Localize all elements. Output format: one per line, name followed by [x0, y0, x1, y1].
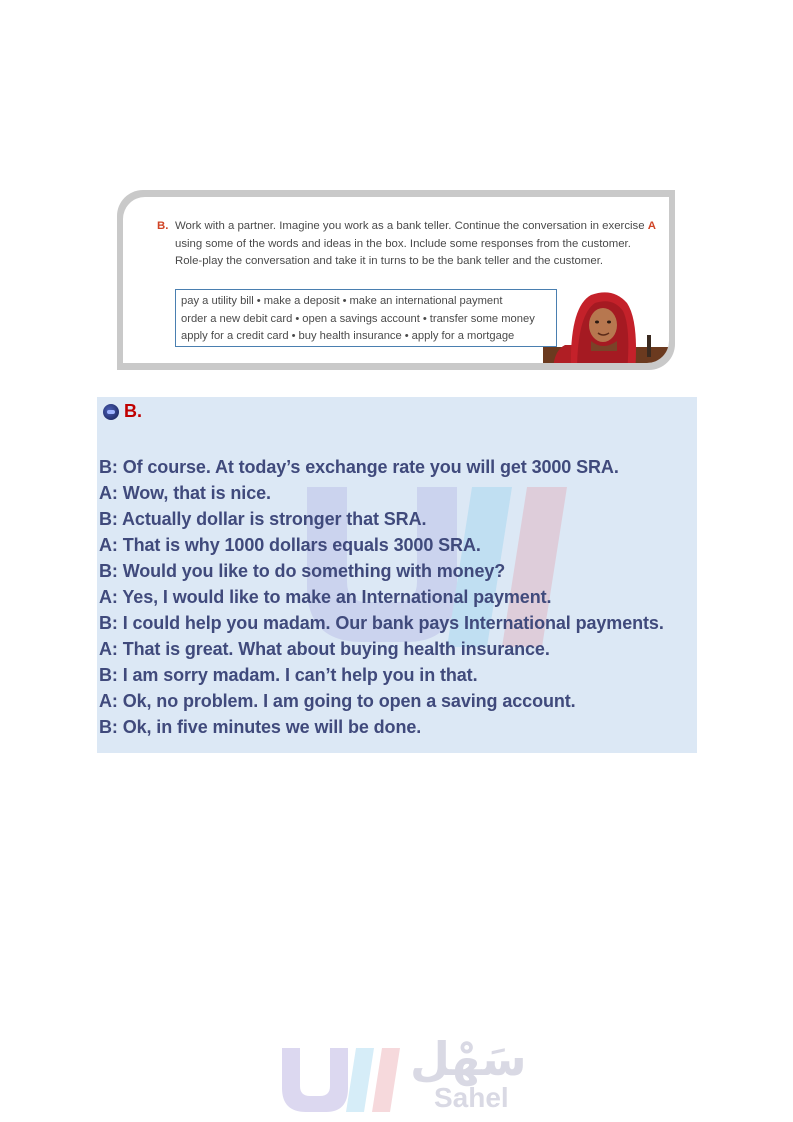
dialogue-line: A: Ok, no problem. I am going to open a saving account. [99, 691, 576, 711]
answer-badge-icon [103, 404, 119, 420]
instruction-line-3: Role-play the conversation and take it in turns to be the bank teller and the customer. [175, 255, 604, 267]
dialogue-line: B: Would you like to do something with money? [99, 561, 506, 581]
character-illustration-icon [543, 281, 669, 363]
dialogue-line: A: Yes, I would like to make an International payment. [99, 587, 552, 607]
dialogue-line: A: That is great. What about buying health insurance. [99, 639, 550, 659]
instruction-ref: A [647, 220, 656, 232]
logo-latin-text: Sahel [434, 1082, 509, 1113]
dialogue-line: A: That is why 1000 dollars equals 3000 SRA. [99, 535, 481, 555]
sahel-logo-mark-icon [278, 1038, 406, 1116]
dialogue-list [99, 454, 697, 740]
dialogue-line: B: Actually dollar is stronger that SRA. [99, 509, 427, 529]
exercise-card-inner [123, 197, 669, 363]
word-box-row: order a new debit card • open a savings account • transfer some money [181, 312, 535, 325]
answer-label: B. [124, 401, 142, 421]
word-box-row: apply for a credit card • buy health insurance • apply for a mortgage [181, 330, 515, 343]
dialogue-line: B: Ok, in five minutes we will be done. [99, 717, 422, 737]
logo-arabic-text: سَهْل [410, 1032, 527, 1086]
answer-header [103, 401, 142, 422]
answer-panel [97, 397, 697, 753]
dialogue-line: B: Of course. At today’s exchange rate you will get 3000 SRA. [99, 457, 619, 477]
dialogue-line: B: I am sorry madam. I can’t help you in that. [99, 665, 478, 685]
exercise-card [117, 190, 675, 370]
word-box [175, 289, 557, 347]
exercise-instruction [157, 218, 667, 271]
sahel-logo [278, 1030, 528, 1122]
dialogue-line: A: Wow, that is nice. [99, 483, 271, 503]
instruction-line-1: Work with a partner. Imagine you work as a bank teller. Continue the conversation in exercise A [175, 220, 656, 232]
dialogue-line: B: I could help you madam. Our bank pays International payments. [99, 613, 664, 633]
word-box-row: pay a utility bill • make a deposit • make an international payment [181, 295, 503, 307]
instruction-line-2: using some of the words and ideas in the box. Include some responses from the customer. [175, 237, 631, 250]
exercise-letter: B. [157, 220, 169, 232]
